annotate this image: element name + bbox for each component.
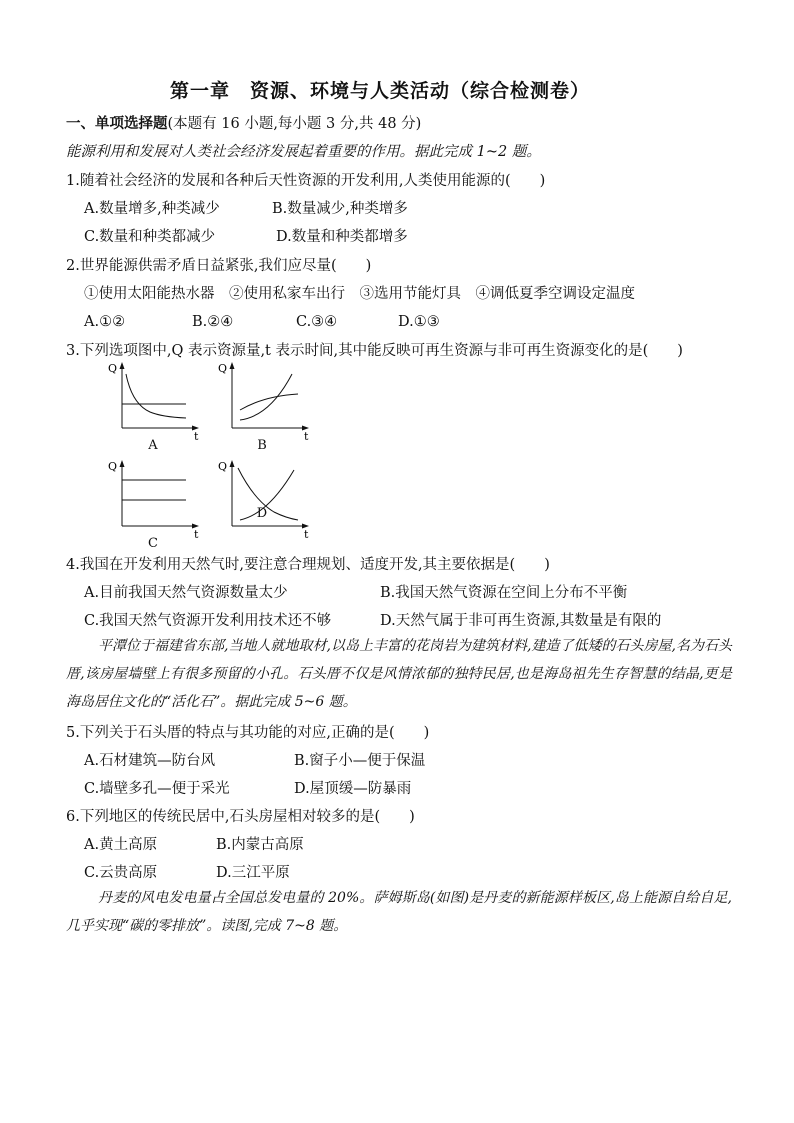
question-4-option-d: D.天然气属于非可再生资源,其数量是有限的 (380, 613, 662, 629)
question-1-option-d: D.数量和种类都增多 (276, 229, 408, 245)
question-4-stem: 4.我国在开发利用天然气时,要注意合理规划、适度开发,其主要依据是( ) (66, 557, 550, 573)
intro-7-8: 丹麦的风电发电量占全国总发电量的 20%。萨姆斯岛(如图)是丹麦的新能源样板区,岛上能源自给自足,几乎实现“碳的零排放”。读图,完成 7~8 题。 (66, 890, 732, 934)
question-2-stem: 2.世界能源供需矛盾日益紧张,我们应尽量( ) (66, 258, 372, 274)
intro-1-2: 能源利用和发展对人类社会经济发展起着重要的作用。据此完成 1~2 题。 (66, 144, 541, 160)
section-heading (66, 114, 421, 134)
question-4-option-c: C.我国天然气资源开发利用技术还不够 (84, 613, 332, 629)
question-5-option-d: D.屋顶缓—防暴雨 (294, 781, 412, 797)
question-4-option-b: B.我国天然气资源在空间上分布不平衡 (380, 585, 628, 601)
graph-b-q-label: Q (218, 362, 228, 375)
question-5-option-b: B.窗子小—便于保温 (294, 753, 426, 769)
question-2-option-d: D.①③ (398, 314, 440, 330)
graph-b (214, 360, 314, 440)
graph-c-label: C (148, 536, 158, 551)
question-1-option-a: A.数量增多,种类减少 (84, 201, 220, 217)
graph-b-label: B (257, 438, 267, 453)
graph-a-q-label: Q (108, 362, 118, 375)
graph-a-t-label: t (194, 430, 199, 440)
intro-5-6: 平潭位于福建省东部,当地人就地取材,以岛上丰富的花岗岩为建筑材料,建造了低矮的石头房屋,名为石头厝,该房屋墙壁上有很多预留的小孔。石头厝不仅是风情浓郁的独特民居,也是海岛祖先生存智慧的结晶,更是海岛居住文化的“活化石”。据此完成 5~6 题。 (66, 638, 732, 710)
question-6-option-d: D.三江平原 (216, 865, 290, 881)
question-2-option-a: A.①② (84, 314, 126, 330)
question-6-option-b: B.内蒙古高原 (216, 837, 304, 853)
graph-d-q-label: Q (218, 460, 228, 473)
question-4-option-a: A.目前我国天然气资源数量太少 (84, 585, 288, 601)
graph-d-t-label: t (304, 528, 309, 538)
question-5-option-c: C.墙壁多孔—便于采光 (84, 781, 230, 797)
question-6-option-c: C.云贵高原 (84, 865, 158, 881)
question-2-option-c: C.③④ (296, 314, 338, 330)
question-2-items: ①使用太阳能热水器 ②使用私家车出行 ③选用节能灯具 ④调低夏季空调设定温度 (84, 286, 635, 302)
question-5-stem: 5.下列关于石头厝的特点与其功能的对应,正确的是( ) (66, 725, 430, 741)
graph-c-q-label: Q (108, 460, 118, 473)
question-1-option-c: C.数量和种类都减少 (84, 229, 216, 245)
graph-a (104, 360, 204, 440)
graph-c (104, 458, 204, 538)
question-5-option-a: A.石材建筑—防台风 (84, 753, 216, 769)
question-2-option-b: B.②④ (192, 314, 234, 330)
page-title: 第一章 资源、环境与人类活动（综合检测卷） (169, 80, 590, 102)
section-heading-note: (本题有 16 小题,每小题 3 分,共 48 分) (167, 116, 422, 132)
graph-b-t-label: t (304, 430, 309, 440)
question-1-option-b: B.数量减少,种类增多 (272, 201, 408, 217)
graph-d (214, 458, 314, 538)
question-6-stem: 6.下列地区的传统民居中,石头房屋相对较多的是( ) (66, 809, 415, 825)
graph-c-t-label: t (194, 528, 199, 538)
question-3-stem: 3.下列选项图中,Q 表示资源量,t 表示时间,其中能反映可再生资源与非可再生资源变化的是( ) (66, 343, 683, 359)
question-6-option-a: A.黄土高原 (84, 837, 158, 853)
question-1-stem: 1.随着社会经济的发展和各种后天性资源的开发利用,人类使用能源的( ) (66, 173, 546, 189)
section-heading-label: 一、单项选择题 (66, 116, 168, 132)
graph-a-label: A (148, 438, 158, 453)
graph-d-label: D (256, 506, 268, 521)
